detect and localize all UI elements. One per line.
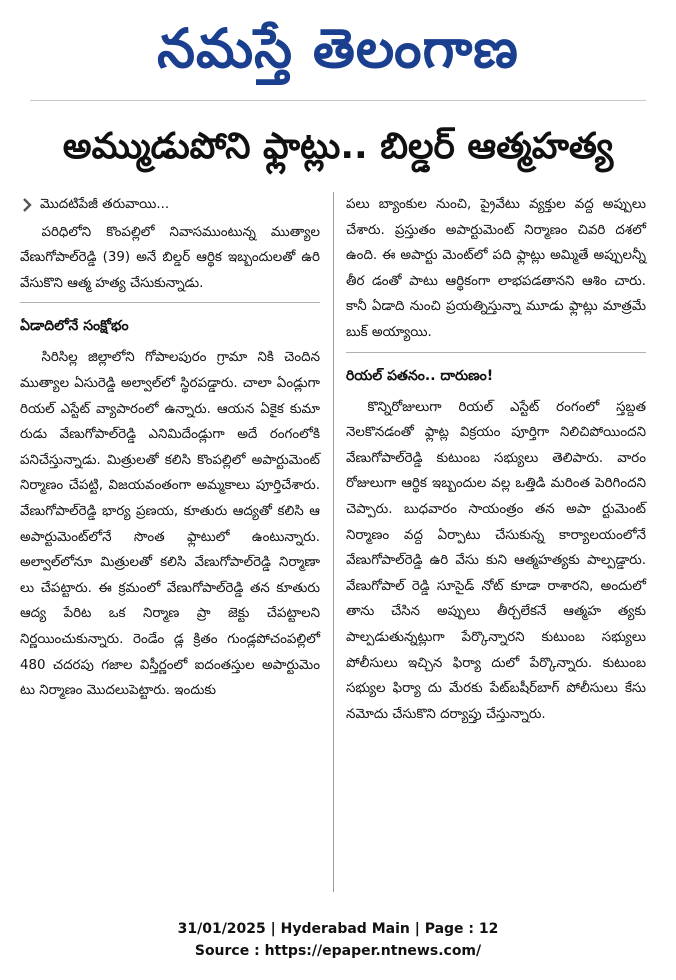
footer-date-edition: 31/01/2025 | Hyderabad Main | Page : 12: [177, 921, 499, 937]
continued-label: మొదటిపేజీ తరువాయి...: [40, 197, 170, 212]
body-paragraph-right-1: పలు బ్యాంకుల నుంచి, ప్రైవేటు వ్యక్తుల వద్ద అప్పులు చేశారు. ప్రస్తుతం అపార్టుమెంట్ నిర్మాణం చివరి దశలో ఉంది. ఈ అపార్టు మెంట్‌లో పది ఫ్లాట్లు అమ్మితే అప్పులన్నీ తీర డంతో పాటు ఆర్థికంగా లాభపడతానని ఆశిం చారు. కానీ ఏడాది నుంచి ప్రయత్నిస్తున్నా మూడు ఫ్లాట్లు మాత్రమే బుక్ అయ్యాయి.: [346, 197, 646, 340]
right-column: [346, 192, 646, 727]
body-paragraph-right-2: కొన్నిరోజులుగా రియల్ ఎస్టేట్ రంగంలో స్తబ్దత నెలకొనడంతో ఫ్లాట్ల విక్రయం పూర్తిగా నిలిచిపోయిందని వేణుగోపాల్‌రెడ్డి కుటుంబ సభ్యులు తెలిపారు. వారం రోజులుగా ఆర్థిక ఇబ్బందుల వల్ల ఒత్తిడి మరింత పెరిగిందని చెప్పారు. బుధవారం సాయంత్రం తన అపా ర్టుమెంట్ నిర్మాణం వద్ద ఏర్పాటు చేసుకున్న కార్యాలయంలోనే వేణుగోపాల్‌రెడ్డి ఉరి వేసు కుని ఆత్మహత్యకు పాల్పడ్డారు. వేణుగోపాల్ రెడ్డి సూసైడ్ నోట్ కూడా రాశారని, అందులో తాను చేసిన అప్పులు తీర్చలేకనే ఆత్మహ త్యకు పాల్పడుతున్నట్లుగా పేర్కొన్నారని కుటుంబ సభ్యులు పోలీసులు ఇచ్చిన ఫిర్యా దులో పేర్కొన్నారు. కుటుంబ సభ్యుల ఫిర్యా దు మేరకు పేట్‌బషీర్‌బాగ్ పోలీసులు కేసు నమోదు చేసుకొని దర్యాప్తు చేస్తున్నారు.: [346, 399, 646, 722]
chevron-right-icon: [20, 196, 34, 214]
masthead-rule: [30, 100, 646, 101]
subhead-crisis: ఏడాదిలోనే సంక్షోభం: [20, 318, 129, 335]
masthead: [0, 6, 676, 92]
left-column: [20, 192, 320, 704]
section-rule: [20, 302, 320, 303]
continued-marker: [20, 192, 320, 218]
column-divider: [333, 192, 334, 892]
subhead-real-estate: రియల్ పతనం.. దారుణం!: [346, 367, 494, 384]
masthead-logo: నమస్తే తెలంగాణ: [157, 16, 519, 80]
section-rule: [346, 352, 646, 353]
footer-source: Source : https://epaper.ntnews.com/: [194, 943, 482, 959]
article-headline: అమ్ముడుపోని ఫ్లాట్లు.. బిల్డర్ ఆత్మహత్య: [62, 126, 614, 167]
footer: [0, 918, 676, 962]
intro-paragraph: పరిధిలోని కొంపల్లిలో నివాసముంటున్న ముత్యాల వేణుగోపాల్‌రెడ్డి (39) అనే బిల్డర్ ఆర్థిక ఇబ్బందులతో ఉరి వేసుకొని ఆత్మ హత్య చేసుకున్నాడు.: [20, 224, 320, 291]
body-paragraph-left: సిరిసిల్ల జిల్లాలోని గోపాలపురం గ్రామా నికి చెందిన ముత్యాల ఏసురెడ్డి అల్వాల్‌లో స్థిరపడ్డారు. చాలా ఏండ్లుగా రియల్ ఎస్టేట్ వ్యాపారంలో ఉన్నారు. ఆయన ఏకైక కుమా రుడు వేణుగోపాల్‌రెడ్డి ఎనిమిదేండ్లుగా అదే రంగంలోకి పనిచేస్తున్నాడు. మిత్రులతో కలిసి కొంపల్లిలో అపార్టుమెంట్ నిర్మాణం చేపట్టి, విజయవంతంగా అమ్మకాలు పూర్తిచేశారు. వేణుగోపాల్‌రెడ్డి భార్య ప్రణయ, కూతురు ఆద్యతో కలిసి ఆ అపార్టుమెంట్‌లోనే సొంత ఫ్లాటులో ఉంటున్నారు. అల్వాల్‌లోనూ మిత్రులతో కలిసి వేణుగోపాల్‌రెడ్డి నిర్మాణా లు చేపట్టారు. ఈ క్రమంలో వేణుగోపాల్‌రెడ్డి తన కూతురు ఆద్య పేరిట ఒక నిర్మాణ ప్రా జెక్టు చేపట్టాలని నిర్ణయించుకున్నారు. రెండేం డ్ల క్రితం గుండ్లపోచంపల్లిలో 480 చదరపు గజాల విస్తీర్ణంలో ఐదంతస్తుల అపార్టుమెం టు నిర్మాణం మొదలుపెట్టారు. ఇందుకు: [20, 350, 320, 699]
